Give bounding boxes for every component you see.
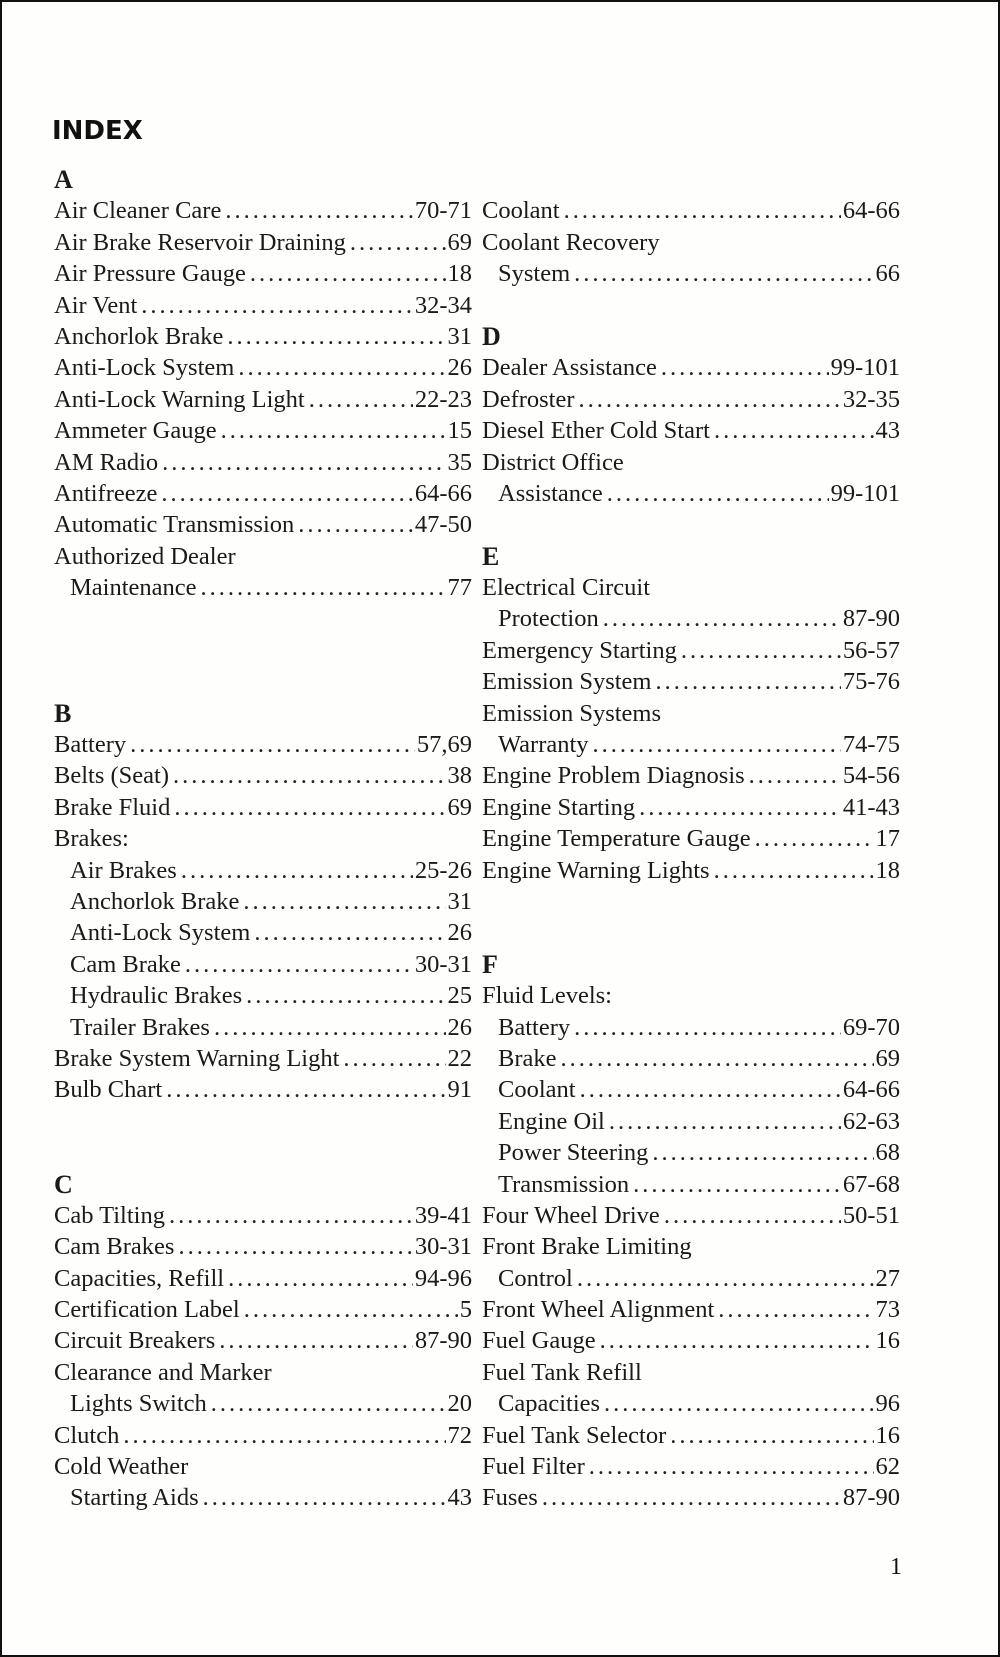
section-letter-e: E <box>482 541 500 571</box>
index-subentry: Battery ..... 69-70 <box>482 1012 900 1043</box>
index-entry: Cab Tilting ..... 39-41 <box>54 1200 472 1231</box>
section-letter-f: F <box>482 949 498 979</box>
index-subentry: System ..... 66 <box>482 258 900 289</box>
index-entry: Automatic Transmission ..... 47-50 <box>54 509 472 540</box>
index-subentry: Control ..... 27 <box>482 1263 900 1294</box>
index-entry: Engine Starting ..... 41-43 <box>482 792 900 823</box>
index-subentry: Warranty ..... 74-75 <box>482 729 900 760</box>
index-entry: Anti-Lock System ..... 26 <box>54 352 472 383</box>
index-entry: Brake Fluid ..... 69 <box>54 792 472 823</box>
index-entry-heading: Fuel Tank Refill <box>482 1358 642 1386</box>
index-subentry: Anti-Lock System ..... 26 <box>54 917 472 948</box>
index-subentry: Lights Switch ..... 20 <box>54 1388 472 1419</box>
index-entry: Four Wheel Drive ..... 50-51 <box>482 1200 900 1231</box>
index-entry: Dealer Assistance ..... 99-101 <box>482 352 900 383</box>
index-entry: Emergency Starting ..... 56-57 <box>482 635 900 666</box>
index-entry: Fuel Gauge ..... 16 <box>482 1325 900 1356</box>
index-entry: Cam Brakes ..... 30-31 <box>54 1231 472 1262</box>
index-entry: Battery ..... 57,69 <box>54 729 472 760</box>
index-subentry: Coolant ..... 64-66 <box>482 1074 900 1105</box>
index-entry: Front Wheel Alignment ..... 73 <box>482 1294 900 1325</box>
index-entry-heading: Emission Systems <box>482 699 662 727</box>
index-entry: Air Vent ..... 32-34 <box>54 290 472 321</box>
index-entry: Ammeter Gauge ..... 15 <box>54 415 472 446</box>
index-entry-heading: Front Brake Limiting <box>482 1233 692 1261</box>
index-subentry: Assistance ..... 99-101 <box>482 478 900 509</box>
index-entry: Bulb Chart ..... 91 <box>54 1074 472 1105</box>
index-entry: Coolant ..... 64-66 <box>482 195 900 226</box>
index-entry-heading: Electrical Circuit <box>482 574 651 602</box>
index-entry: Emission System ..... 75-76 <box>482 666 900 697</box>
index-entry: Anti-Lock Warning Light ..... 22-23 <box>54 384 472 415</box>
index-subentry: Anchorlok Brake ..... 31 <box>54 886 472 917</box>
index-entry-heading: Authorized Dealer <box>54 542 236 570</box>
index-column-right <box>482 164 900 1514</box>
index-subentry: Engine Oil ..... 62-63 <box>482 1106 900 1137</box>
section-letter-b: B <box>54 698 72 728</box>
index-entry: Certification Label ..... 5 <box>54 1294 472 1325</box>
index-entry: Circuit Breakers ..... 87-90 <box>54 1325 472 1356</box>
index-entry-heading: Cold Weather <box>54 1453 189 1481</box>
section-letter-d: D <box>482 321 501 351</box>
index-subentry: Trailer Brakes ..... 26 <box>54 1012 472 1043</box>
index-entry: Fuses ..... 87-90 <box>482 1482 900 1513</box>
index-subentry: Transmission ..... 67-68 <box>482 1169 900 1200</box>
index-entry: Engine Problem Diagnosis ..... 54-56 <box>482 760 900 791</box>
index-entry: Capacities, Refill ..... 94-96 <box>54 1263 472 1294</box>
index-entry-heading: Fluid Levels: <box>482 982 612 1010</box>
index-entry-heading: Brakes: <box>54 825 129 853</box>
section-letter-c: C <box>54 1169 73 1199</box>
page-title: INDEX <box>52 116 143 146</box>
index-entry: Fuel Filter ..... 62 <box>482 1451 900 1482</box>
index-entry: Defroster ..... 32-35 <box>482 384 900 415</box>
index-subentry: Hydraulic Brakes ..... 25 <box>54 980 472 1011</box>
index-entry-heading: Coolant Recovery <box>482 228 660 256</box>
index-entry: Air Cleaner Care ..... 70-71 <box>54 195 472 226</box>
index-subentry: Power Steering ..... 68 <box>482 1137 900 1168</box>
index-entry: Engine Temperature Gauge ..... 17 <box>482 823 900 854</box>
index-subentry: Cam Brake ..... 30-31 <box>54 949 472 980</box>
index-entry: Clutch ..... 72 <box>54 1420 472 1451</box>
index-entry: Fuel Tank Selector ..... 16 <box>482 1420 900 1451</box>
index-subentry: Air Brakes ..... 25-26 <box>54 855 472 886</box>
index-entry: Diesel Ether Cold Start ..... 43 <box>482 415 900 446</box>
index-entry-heading: Clearance and Marker <box>54 1358 272 1386</box>
index-entry: Brake System Warning Light ..... 22 <box>54 1043 472 1074</box>
section-letter-a: A <box>54 165 73 194</box>
index-subentry: Brake ..... 69 <box>482 1043 900 1074</box>
index-entry: Antifreeze ..... 64-66 <box>54 478 472 509</box>
index-subentry: Capacities ..... 96 <box>482 1388 900 1419</box>
index-entry: Anchorlok Brake ..... 31 <box>54 321 472 352</box>
index-entry-heading: District Office <box>482 448 624 476</box>
index-subentry: Starting Aids ..... 43 <box>54 1482 472 1513</box>
index-entry: Belts (Seat) ..... 38 <box>54 760 472 791</box>
index-subentry: Protection ..... 87-90 <box>482 603 900 634</box>
index-entry: Engine Warning Lights ..... 18 <box>482 855 900 886</box>
index-entry: Air Pressure Gauge ..... 18 <box>54 258 472 289</box>
index-entry: Air Brake Reservoir Draining ..... 69 <box>54 227 472 258</box>
index-entry: AM Radio ..... 35 <box>54 447 472 478</box>
index-subentry: Maintenance ..... 77 <box>54 572 472 603</box>
index-column-left <box>54 164 472 1514</box>
page-number: 1 <box>890 1554 902 1580</box>
